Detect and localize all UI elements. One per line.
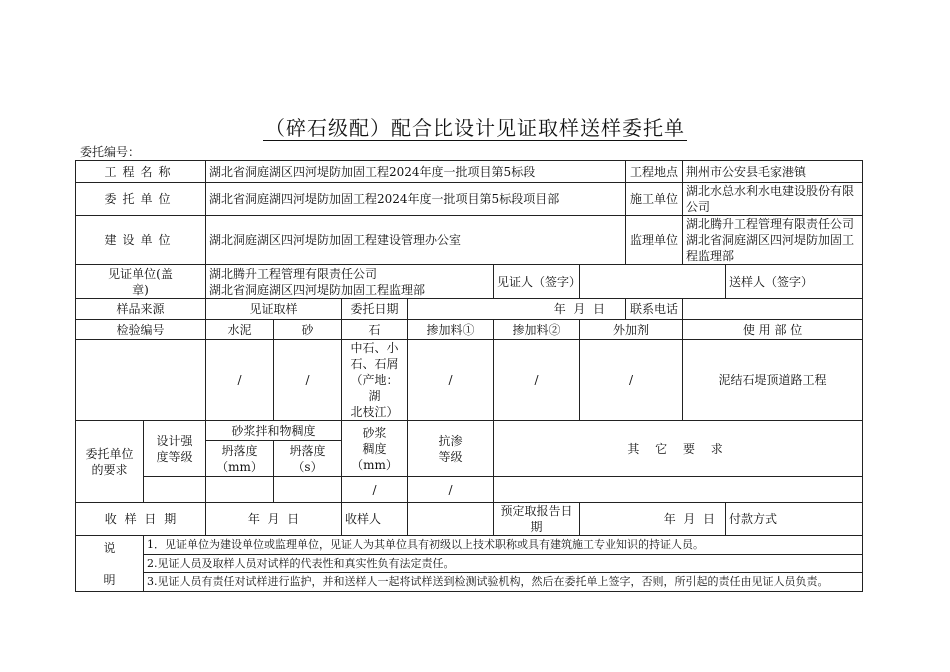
receive-date-value: 年 月 日 [206, 503, 342, 536]
receiver-value[interactable] [408, 503, 494, 536]
additive-header: 外加剂 [580, 320, 683, 340]
supervisor-value-line2: 湖北省洞庭湖区四河堤防加固工程监理部 [686, 233, 855, 263]
row-owner [76, 216, 863, 265]
seepage-line2: 等级 [438, 449, 463, 464]
owner-label: 建设单位 [76, 216, 206, 265]
builder-value: 湖北水总水利水电建设股份有限公司 [683, 183, 863, 216]
sender-label: 送样人（签字） [726, 265, 863, 299]
slump-s-line2: （s） [292, 459, 323, 474]
entrust-date-value: 年 月 日 [408, 299, 626, 320]
slump-s-header [274, 441, 342, 477]
note-item-3: 3.见证人员有责任对试样进行监护，并和送样人一起将试样送到检测试验机构，然后在委托单上签字，否则，所引起的责任由见证人员负责。 [144, 573, 863, 592]
cement-value: / [206, 340, 274, 421]
contact-phone-value[interactable] [683, 299, 863, 320]
notes-label [76, 536, 144, 592]
witness-person-signature[interactable] [580, 265, 726, 299]
supervisor-label: 监理单位 [626, 216, 683, 265]
design-grade-line1: 设计强 [156, 433, 193, 448]
witness-unit-label-line1: 见证单位(盖 [108, 266, 173, 281]
client-label: 委托单位 [76, 183, 206, 216]
row-requirements-values [76, 477, 863, 503]
witness-person-label: 见证人（签字） [494, 265, 580, 299]
requirements-label-line2: 的要求 [91, 462, 128, 477]
admix1-header: 掺加料① [408, 320, 494, 340]
supervisor-value [683, 216, 863, 265]
payment-method-label: 付款方式 [726, 503, 863, 536]
admix2-header: 掺加料② [494, 320, 580, 340]
requirements-label-line1: 委托单位 [85, 446, 134, 461]
witness-unit-value-line2: 湖北省洞庭湖区四河堤防加固工程监理部 [209, 282, 426, 297]
row-witness [76, 265, 863, 299]
stone-value-line4: 北枝江） [350, 405, 399, 419]
notes-label-line1: 说 [103, 540, 116, 555]
row-client [76, 183, 863, 216]
mortar-consistency-value: / [342, 477, 408, 503]
project-site-value: 荆州市公安县毛家港镇 [683, 161, 863, 183]
witness-unit-value [206, 265, 494, 299]
stone-value [342, 340, 408, 421]
sample-source-value: 见证取样 [206, 299, 342, 320]
slump-mm-line1: 坍落度 [221, 443, 258, 458]
builder-label: 施工单位 [626, 183, 683, 216]
row-receive [76, 503, 863, 536]
usage-header: 使 用 部 位 [683, 320, 863, 340]
entrust-form-table [75, 160, 863, 592]
row-material-headers [76, 320, 863, 340]
sand-header: 砂 [274, 320, 342, 340]
row-note-3 [76, 573, 863, 592]
seepage-line1: 抗渗 [438, 433, 463, 448]
design-grade-value[interactable] [144, 477, 206, 503]
slump-mm-value[interactable] [206, 477, 274, 503]
admix1-value: / [408, 340, 494, 421]
supervisor-value-line1: 湖北腾升工程管理有限责任公司 [686, 217, 855, 231]
stone-header: 石 [342, 320, 408, 340]
stone-value-line1: 中石、小 [350, 341, 399, 355]
mortar-line2: 稠度 [362, 441, 387, 456]
test-no-header: 检验编号 [76, 320, 206, 340]
mortar-line1: 砂浆 [362, 425, 387, 440]
other-requirements-value[interactable] [494, 477, 863, 503]
note-item-1: 1．见证单位为建设单位或监理单位，见证人为其单位具有初级以上技术职称或具有建筑施工专业知识的持证人员。 [144, 536, 863, 555]
cement-header: 水泥 [206, 320, 274, 340]
receive-date-label: 收 样 日 期 [76, 503, 206, 536]
sample-source-label: 样品来源 [76, 299, 206, 320]
witness-unit-value-line1: 湖北腾升工程管理有限责任公司 [209, 266, 378, 281]
admix2-value: / [494, 340, 580, 421]
seepage-grade-value: / [408, 477, 494, 503]
row-note-1 [76, 536, 863, 555]
test-no-value[interactable] [76, 340, 206, 421]
mix-consistency-header: 砂浆拌和物稠度 [206, 421, 342, 441]
seepage-grade-header [408, 421, 494, 477]
notes-label-line2: 明 [103, 572, 116, 587]
design-grade-header [144, 421, 206, 477]
other-requirements-header: 其 它 要 求 [494, 421, 863, 477]
project-name-label: 工程名称 [76, 161, 206, 183]
slump-s-value[interactable] [274, 477, 342, 503]
row-material-values [76, 340, 863, 421]
usage-value: 泥结石堤顶道路工程 [683, 340, 863, 421]
stone-value-line2: 石、石屑 [350, 357, 399, 371]
project-site-label: 工程地点 [626, 161, 683, 183]
receiver-label: 收样人 [342, 503, 408, 536]
form-title-text: （碎石级配）配合比设计见证取样送样委托单 [265, 116, 685, 140]
sand-value: / [274, 340, 342, 421]
row-requirements-header-1 [76, 421, 863, 441]
mortar-consistency-header [342, 421, 408, 477]
witness-unit-label [76, 265, 206, 299]
report-date-label: 预定取报告日期 [494, 503, 580, 536]
slump-s-line1: 坍落度 [289, 443, 326, 458]
row-note-2 [76, 555, 863, 573]
form-title [0, 112, 950, 141]
row-project-name [76, 161, 863, 183]
design-grade-line2: 度等级 [156, 449, 193, 464]
row-sample-source [76, 299, 863, 320]
entrust-date-label: 委托日期 [342, 299, 408, 320]
slump-mm-line2: （mm） [216, 459, 263, 474]
mortar-line3: （mm） [351, 457, 398, 472]
witness-unit-label-line2: 章) [132, 282, 149, 297]
additive-value: / [580, 340, 683, 421]
entrust-no-label: 委托编号： [80, 145, 141, 159]
project-name-value: 湖北省洞庭湖区四河堤防加固工程2024年度一批项目第5标段 [206, 161, 626, 183]
slump-mm-header [206, 441, 274, 477]
owner-value: 湖北洞庭湖区四河堤防加固工程建设管理办公室 [206, 216, 626, 265]
client-value: 湖北省洞庭湖四河堤防加固工程2024年度一批项目第5标段项目部 [206, 183, 626, 216]
requirements-label [76, 421, 144, 503]
report-date-value: 年 月 日 [580, 503, 726, 536]
contact-phone-label: 联系电话 [626, 299, 683, 320]
stone-value-line3: （产地：湖 [350, 373, 399, 403]
note-item-2: 2.见证人员及取样人员对试样的代表性和真实性负有法定责任。 [144, 555, 863, 573]
